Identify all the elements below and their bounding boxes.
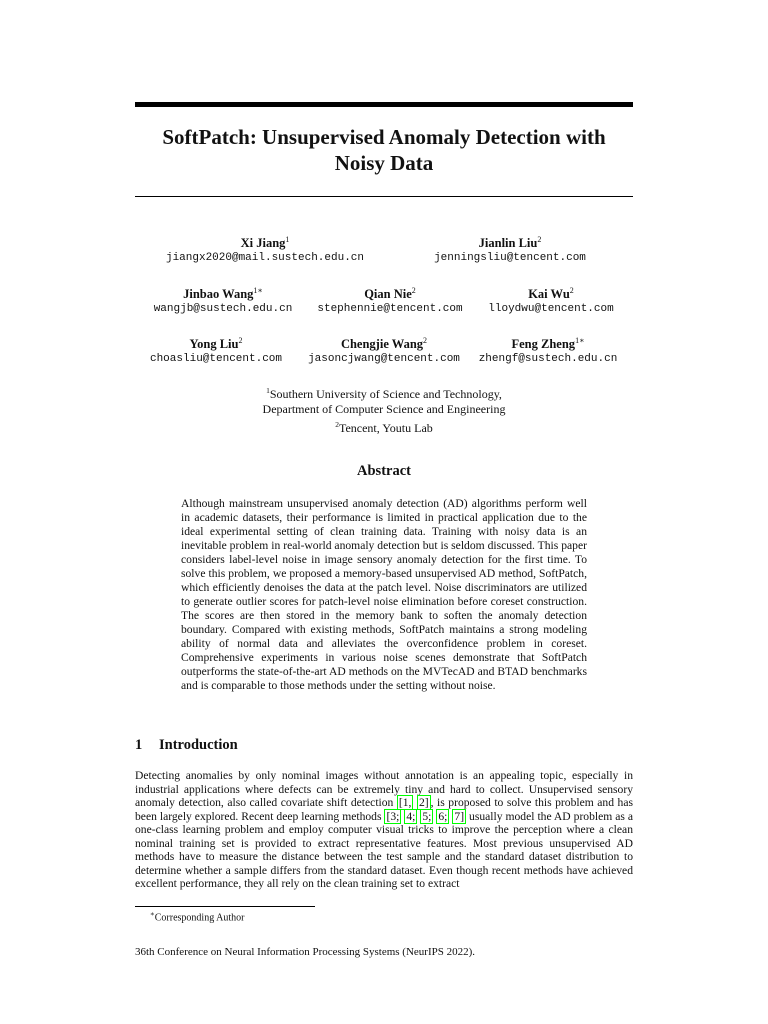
section-heading (135, 737, 238, 754)
author-email: lloydwu@tencent.com (488, 303, 614, 316)
author-email: jasoncjwang@tencent.com (308, 353, 460, 366)
author-email: stephennie@tencent.com (317, 303, 463, 316)
affil-mark: 1 (266, 386, 270, 395)
citation-link[interactable]: 6; (438, 809, 448, 823)
footnote-mark: ∗ (150, 910, 155, 918)
conference-note: 36th Conference on Neural Information Processing Systems (NeurIPS 2022). (135, 946, 476, 958)
author-name: Yong Liu (189, 337, 239, 352)
citation-link[interactable]: [3; (386, 809, 400, 823)
author-email: choasliu@tencent.com (149, 353, 283, 366)
affiliation-text: Southern University of Science and Technology, (269, 387, 502, 401)
author-name: Jinbao Wang (183, 287, 254, 302)
author-affil-mark: 2 (238, 336, 243, 345)
author-affil-mark: 2 (537, 235, 542, 244)
top-thick-rule (135, 102, 633, 107)
affiliation-text: Tencent, Youtu Lab (338, 421, 433, 435)
intro-text: Detecting anomalies by only nominal images without annotation is an appealing topic, especially in industrial applications where defects can be extremely tiny and hard to collect. Unsupervised sensory anomaly detection, also called covariate shift detection (135, 769, 633, 809)
citation-link[interactable]: [1, (398, 796, 412, 809)
affiliation-line (135, 383, 633, 402)
author-name: Jianlin Liu (478, 236, 538, 251)
citation-link[interactable]: 4; (406, 809, 416, 823)
footnote (150, 908, 244, 924)
author-feng-zheng (428, 333, 668, 366)
abstract-heading: Abstract (357, 463, 411, 479)
abstract-body: Although mainstream unsupervised anomaly detection (AD) algorithms perform well in academic datasets, their performance is limited in practical application due to the ideal experimental setting of clean training data. Training with noisy data is an inevitable problem in real-world anomaly detection but is seldom discussed. This paper considers label-level noise in image sensory anomaly detection for the first time. To solve this problem, we proposed a memory-based unsupervised AD method, SoftPatch, which efficiently denoises the data at the patch level. Noise discriminators are utilized to generate outlier scores for patch-level noise elimination before coreset construction. The scores are then stored in the memory bank to soften the anomaly detection boundary. Compared with existing methods, SoftPatch maintains a strong modeling ability of normal data and alleviates the overconfidence problem in coreset. Comprehensive experiments in various noise scenes demonstrate that SoftPatch outperforms the state-of-the-art AD methods on the MVTecAD and BTAD benchmarks and is comparable to those methods under the setting without noise. (181, 497, 587, 692)
intro-text: usually model the AD problem as a one-class learning problem and employ computer visual tricks to improve the perception where a clean nominal training set is provided to extract representative features. Most previous unsupervised AD methods have to measure the distance between the test sample and the standard dataset distribution to determine whether a sample differs from the standard dataset. Even though recent methods have achieved excellent performance, they all rely on the clean training set to extract (135, 809, 634, 890)
author-jianlin-liu (390, 232, 630, 265)
author-email: zhengf@sustech.edu.cn (478, 353, 618, 366)
affiliation-line: Department of Computer Science and Engineering (262, 402, 506, 416)
author-affil-mark: 2 (411, 286, 416, 295)
section-title: Introduction (159, 737, 238, 753)
footnote-rule (135, 906, 315, 907)
author-email: wangjb@sustech.edu.cn (153, 303, 293, 316)
affil-mark: 2 (335, 420, 339, 429)
affiliation-line (135, 417, 633, 436)
author-affil-mark: 1 (285, 235, 290, 244)
author-affil-mark: 2 (569, 286, 574, 295)
author-affil-mark: 1∗ (575, 336, 585, 345)
author-xi-jiang (145, 232, 385, 265)
author-name: Qian Nie (364, 287, 412, 302)
intro-text: , is proposed to solve this problem and has been largely explored. Recent deep learning methods (135, 796, 633, 823)
title-bottom-rule (135, 196, 633, 197)
author-kai-wu (431, 283, 671, 316)
author-email: jiangx2020@mail.sustech.edu.cn (165, 252, 365, 265)
author-affil-mark: 1∗ (253, 286, 263, 295)
paper-title: SoftPatch: Unsupervised Anomaly Detection with Noisy Data (162, 125, 606, 175)
footnote-text: Corresponding Author (154, 912, 245, 924)
author-affil-mark: 2 (423, 336, 428, 345)
author-name: Feng Zheng (511, 337, 576, 352)
author-name: Chengjie Wang (340, 337, 424, 352)
affiliations (135, 383, 633, 436)
author-name: Xi Jiang (240, 236, 286, 251)
author-name: Kai Wu (528, 287, 570, 302)
citation-link[interactable]: 5; (422, 809, 432, 823)
citation-link[interactable]: 2] (418, 796, 429, 809)
introduction-paragraph (135, 769, 633, 891)
citation-link[interactable]: 7] (454, 809, 465, 823)
section-number: 1 (135, 737, 143, 753)
author-email: jenningsliu@tencent.com (434, 252, 586, 265)
